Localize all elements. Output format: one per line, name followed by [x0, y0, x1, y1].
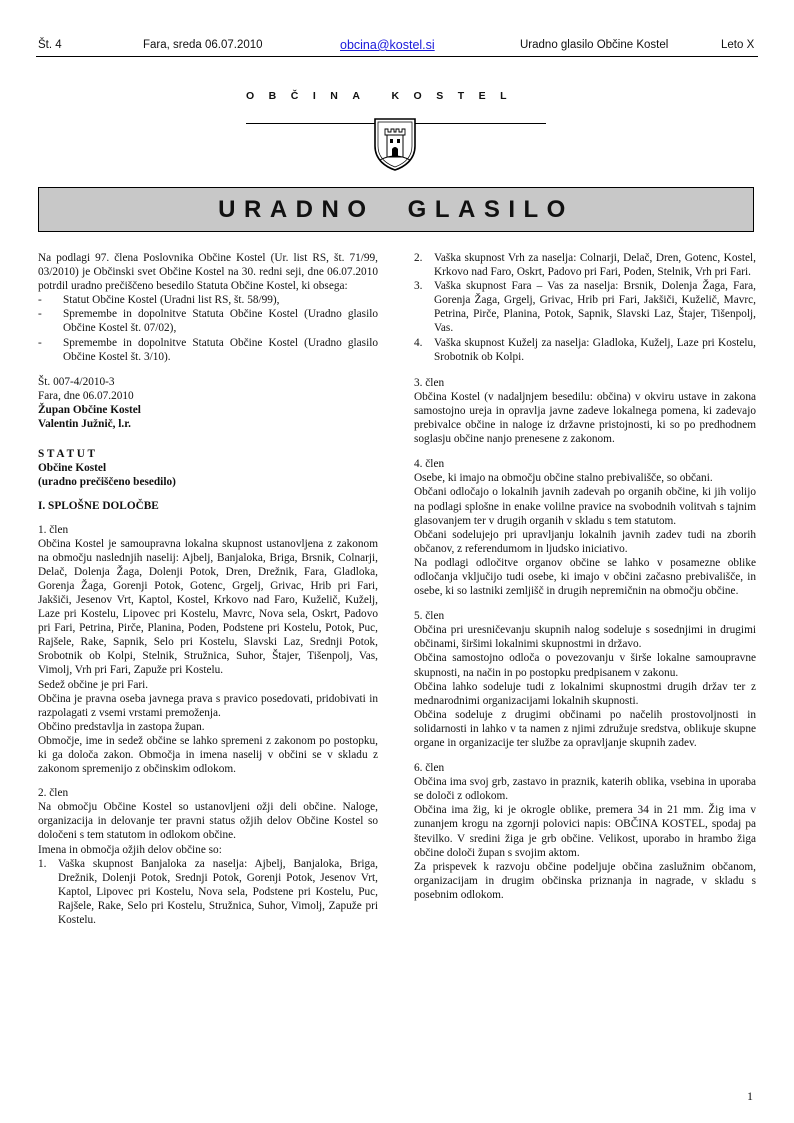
article-paragraph: Občina ima svoj grb, zastavo in praznik, katerih oblika, vsebina in uporaba se določi z odlokom.: [414, 776, 756, 803]
article-heading: 6. člen: [414, 762, 445, 775]
intro-list: [38, 293, 378, 363]
article-paragraph: Občina samostojno odloča o povezovanju v širše lokalne samoupravne skupnosti, na način in po postopku predpisanem v zakonu.: [414, 652, 756, 679]
article-paragraph: Imena in območja ožjih delov občine so:: [38, 843, 222, 856]
subdivision-item: 3. Vaška skupnost Fara – Vas za naselja: Brsnik, Dolenja Žaga, Fara, Gorenja Žaga, Grgelj, Grivac, Hrib pri Fari, Jakšiči, Kuželič, Mavrc, Petrina, Pirče, Planina, Potok, Sapnik, Slavski Laz, Štajer, Tišenpolj, Vas.: [414, 280, 756, 335]
article-paragraph: Osebe, ki imajo na območju občine stalno prebivališče, so občani.: [414, 472, 713, 485]
article-heading: 5. člen: [414, 610, 445, 623]
signature-name: Valentin Južnič, l.r.: [38, 418, 132, 431]
left-column: [38, 251, 378, 927]
article-paragraph: Občina Kostel (v nadaljnjem besedilu: občina) v okviru ustave in zakona samostojno ureja in opravlja javne zadeve lokalnega pomena, ki zadevajo prebivalce občine in naloge iz državne pristojnosti, ki so po predhodnem soglasju občine nanjo prenesene z zakonom.: [414, 390, 756, 446]
right-column: [414, 251, 756, 902]
article-heading: 2. člen: [38, 787, 69, 800]
article-paragraph: Za prispevek k razvoju občine podeljuje občina zaslužnim občanom, organizacijam in drugim občinska priznanja in nagrade, v skladu s posebnim odlokom.: [414, 860, 756, 901]
article-paragraph: Območje, ime in sedež občine se lahko spremeni z zakonom po postopku, ki ga določa zakon. Območja in imena naselij v občini se v skladu z zakonom spremenijo z občinskim odlokom.: [38, 734, 378, 776]
subdivision-item: 4. Vaška skupnost Kuželj za naselja: Gladloka, Kuželj, Laze pri Kostelu, Srobotnik ob Kolpi.: [414, 336, 756, 363]
email-link[interactable]: obcina@kostel.si: [340, 38, 435, 52]
article-paragraph: Na območju Občine Kostel so ustanovljeni ožji deli občine. Naloge, organizacija in delovanje ter pravni status ožjih delov Občine Kostel so določeni s tem statutom in odlokom občine.: [38, 801, 378, 842]
article-paragraph: Občani sodelujejo pri upravljanju lokalnih javnih zadev tudi na zborih občanov, z referendumom in ljudsko iniciativo.: [414, 528, 756, 555]
municipal-crest-icon: [372, 116, 418, 172]
subdivision-list: [38, 857, 378, 927]
article-paragraph: Občina sodeluje z drugimi občinami po načelih prostovoljnosti in solidarnosti in lahko v ta namen z njimi združuje sredstva, oblikuje skupne organe in organizacije ter službe za opravljanje skupnih zadev.: [414, 708, 756, 749]
article-paragraph: Občina lahko sodeluje tudi z lokalnimi skupnostmi drugih držav ter z mednarodnimi organizacijami lokalnih skupnosti.: [414, 680, 756, 707]
article-paragraph: Občani odločajo o lokalnih javnih zadevah po organih občine, ki jih volijo na podlagi splošne in enake volilne pravice na svobodnih volitvah s tajnim glasovanjem ter v drugih organih v skladu s tem statutom.: [414, 486, 756, 527]
page-number: 1: [747, 1089, 753, 1103]
intro-list-item: - Spremembe in dopolnitve Statuta Občine Kostel (Uradno glasilo Občine Kostel št. 3/10).: [38, 336, 378, 364]
section-heading: I. SPLOŠNE DOLOČBE: [38, 500, 159, 513]
intro-list-item: - Spremembe in dopolnitve Statuta Občine Kostel (Uradno glasilo Občine Kostel št. 07/02),: [38, 307, 378, 335]
running-header: [38, 39, 756, 55]
volume-year: Leto X: [721, 39, 755, 51]
reference-number: Št. 007-4/2010-3: [38, 375, 115, 388]
article-paragraph: Sedež občine je pri Fari.: [38, 678, 149, 691]
banner-title: URADNO GLASILO: [218, 195, 574, 223]
reference-date: Fara, dne 06.07.2010: [38, 389, 134, 402]
intro-paragraph: Na podlagi 97. člena Poslovnika Občine Kostel (Ur. list RS, št. 71/99, 03/2010) je Občinski svet Občine Kostel na 30. redni seji, dne 06.07.2010 potrdil uradno prečiščeno besedilo Statuta Občine Kostel, ki obsega:: [38, 252, 378, 293]
signature-title: Župan Občine Kostel: [38, 403, 141, 416]
article-paragraph: Občina je pravna oseba javnega prava s pravico posedovati, pridobivati in razpolagati z vsemi vrstami premoženja.: [38, 692, 378, 719]
article-paragraph: Občina pri uresničevanju skupnih nalog sodeluje s sosednjimi in drugimi občinami, širšimi lokalnimi skupnostmi in državo.: [414, 624, 756, 651]
statute-title: S T A T U T: [38, 448, 96, 461]
article-paragraph: Občina ima žig, ki je okrogle oblike, premera 34 in 21 mm. Žig ima v zunanjem krogu na zgornji polovici napis: OBČINA KOSTEL, spodaj pa številko. V sredini žiga je grb občine. Velikost, uporabo in hrambo žiga občine določi župan s svojim aktom.: [414, 804, 756, 859]
header-divider: [36, 56, 758, 57]
publication-name: Uradno glasilo Občine Kostel: [520, 39, 669, 51]
article-paragraph: Občino predstavlja in zastopa župan.: [38, 720, 205, 733]
subdivision-list: [414, 251, 756, 364]
municipality-name: OBČINA KOSTEL: [246, 90, 522, 102]
article-paragraph: Na podlagi odločitve organov občine se lahko v posamezne oblike odločanja vključijo tudi osebe, ki imajo v občini začasno prebivališče, in osebe, ki so lastniki zemljišč in drugih nepremičnin na območju občine.: [414, 556, 756, 598]
intro-list-item: - Statut Občine Kostel (Uradni list RS, št. 58/99),: [38, 293, 378, 307]
subdivision-item: 1. Vaška skupnost Banjaloka za naselja: Ajbelj, Banjaloka, Briga, Drežnik, Dolenji Potok, Srednji Potok, Gorenji Potok, Jesenov Vrt, Kaptol, Lipovec pri Kostelu, Nova sela, Podstene pri Kostelu, Puc, Rajšele, Rake, Selo pri Kostelu, Stružnica, Suhor, Vimolj, Zapuže pri Kostelu.: [38, 857, 378, 927]
title-banner: [38, 187, 754, 232]
issue-number: Št. 4: [38, 39, 62, 51]
article-heading: 4. člen: [414, 458, 445, 471]
article-paragraph: Občina Kostel je samoupravna lokalna skupnost ustanovljena z zakonom na območju naslednjih naselij: Ajbelj, Banjaloka, Briga, Brsnik, Colnarji, Delač, Dolenja Žaga, Dolenji Potok, Dren, Drežnik, Fara, Gladloka, Gorenja Žaga, Gorenji Potok, Gotenc, Grgelj, Grivac, Hrib pri Fari, Jakšiči, Jesenov Vrt, Kaptol, Kostel, Krkovo nad Faro, Kuželič, Kuželj, Laze pri Kostelu, Lipovec pri Kostelu, Mavrc, Nova sela, Oskrt, Padovo pri Fari, Petrina, Pirče, Planina, Poden, Podstene pri Kostelu, Potok, Puc, Rajšele, Rake, Sapnik, Selo pri Kostelu, Slavski Laz, Srednji Potok, Srobotnik ob Kolpi, Stelnik, Stružnica, Suhor, Štajer, Tišenpolj, Vas, Vimolj, Vrh pri Fari, Zapuže pri Kostelu.: [38, 537, 378, 677]
statute-subtitle: Občine Kostel: [38, 462, 107, 475]
article-heading: 3. člen: [414, 376, 445, 389]
statute-subtitle: (uradno prečiščeno besedilo): [38, 476, 176, 489]
article-heading: 1. člen: [38, 523, 69, 536]
issue-date: Fara, sreda 06.07.2010: [143, 39, 263, 51]
subdivision-item: 2. Vaška skupnost Vrh za naselja: Colnarji, Delač, Dren, Gotenc, Kostel, Krkovo nad Faro, Oskrt, Padovo pri Fari, Poden, Stelnik, Vrh pri Fari.: [414, 252, 756, 279]
